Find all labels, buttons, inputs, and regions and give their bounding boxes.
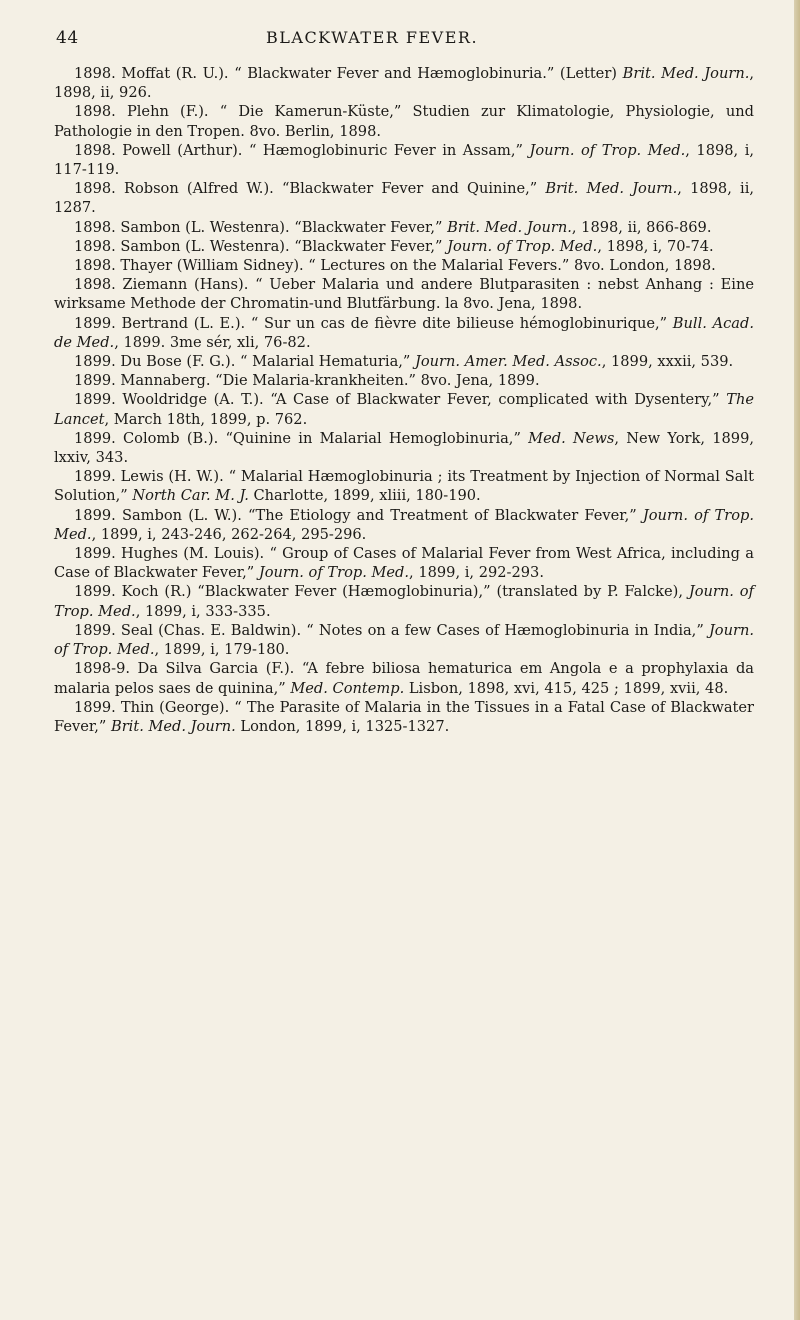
journal-title: Journ. of Trop. Med. xyxy=(529,141,686,159)
entry-text: 1898-9. Da Silva Garcia (F.). “A febre biliosa hematurica em Angola e a prophylaxia da malaria pelos saes de quinina,” xyxy=(54,660,754,697)
entry-text: 1899. Mannaberg. “Die Malaria-krankheiten.” 8vo. Jena, 1899. xyxy=(74,372,540,390)
journal-title: Med. News xyxy=(528,429,615,447)
bibliography-entry xyxy=(54,371,754,390)
entry-text: 1899. Lewis (H. W.). “ Malarial Hæmoglobinuria ; its Treatment by Injection of Normal Salt Solution,” xyxy=(54,468,754,505)
entry-text: 1898. Robson (Alfred W.). “Blackwater Fever and Quinine,” xyxy=(74,180,546,198)
entry-citation: , 1898, ii, 926. xyxy=(54,65,754,102)
entry-text: 1899. Koch (R.) “Blackwater Fever (Hæmoglobinuria),” (translated by P. Falcke), xyxy=(74,583,689,601)
bibliography-entry xyxy=(54,179,754,217)
bibliography-entry xyxy=(54,544,754,582)
bibliography-entry xyxy=(54,467,754,505)
entry-citation: , 1899. 3me sér, xli, 76-82. xyxy=(114,333,311,351)
page-number: 44 xyxy=(56,28,79,48)
entry-text: 1899. Colomb (B.). “Quinine in Malarial Hemoglobinuria,” xyxy=(74,429,529,447)
bibliography-entry xyxy=(54,218,754,237)
entry-citation: London, 1899, i, 1325-1327. xyxy=(235,717,450,735)
entry-citation: Lisbon, 1898, xvi, 415, 425 ; 1899, xvii, 48. xyxy=(404,679,729,697)
entry-citation: , 1899, i, 243-246, 262-264, 295-296. xyxy=(91,525,367,543)
bibliography-entry xyxy=(54,64,754,102)
journal-title: Journ. of Trop. Med. xyxy=(54,583,754,620)
entry-citation: , March 18th, 1899, p. 762. xyxy=(104,410,308,428)
journal-title: Bull. Acad. de Med. xyxy=(54,314,754,351)
entry-text: 1898. Sambon (L. Westenra). “Blackwater Fever,” xyxy=(74,218,448,236)
entry-text: 1898. Ziemann (Hans). “ Ueber Malaria und andere Blutparasiten : nebst Anhang : Eine wirksame Methode der Chromatin-und Blutfärbung. la 8vo. Jena, 1898. xyxy=(54,276,754,313)
entry-citation: , 1899, i, 333-335. xyxy=(135,602,271,620)
entry-citation: , 1899, xxxii, 539. xyxy=(601,353,734,371)
journal-title: Brit. Med. Journ. xyxy=(622,65,750,82)
entry-text: 1899. Bertrand (L. E.). “ Sur un cas de fièvre dite bilieuse hémoglobinurique,” xyxy=(74,314,673,332)
page-edge xyxy=(794,0,800,1320)
entry-text: 1899. Du Bose (F. G.). “ Malarial Hematuria,” xyxy=(74,353,416,371)
journal-title: The Lancet xyxy=(54,391,754,428)
bibliography-entry xyxy=(54,582,754,620)
bibliography-entry xyxy=(54,621,754,659)
entry-text: 1898. Moffat (R. U.). “ Blackwater Fever and Hæmoglobinuria.” (Letter) xyxy=(74,65,623,82)
running-head: BLACKWATER FEVER. xyxy=(266,28,479,47)
entry-text: 1899. Hughes (M. Louis). “ Group of Cases of Malarial Fever from West Africa, including a Case of Blackwater Fever,” xyxy=(54,545,754,582)
bibliography-entry xyxy=(54,698,754,736)
entry-text: 1898. Thayer (William Sidney). “ Lectures on the Malarial Fevers.” 8vo. London, 1898. xyxy=(74,257,716,275)
entry-text: 1899. Sambon (L. W.). “The Etiology and Treatment of Blackwater Fever,” xyxy=(74,506,643,524)
journal-title: Brit. Med. Journ. xyxy=(447,218,572,236)
entry-citation: , 1899, i, 179-180. xyxy=(154,641,290,659)
journal-title: Brit. Med. Journ. xyxy=(545,180,678,198)
journal-title: Journ. of Trop. Med. xyxy=(54,506,755,543)
entry-citation: , 1899, i, 292-293. xyxy=(409,564,544,582)
bibliography-entry xyxy=(54,314,754,352)
bibliography-entry xyxy=(54,256,754,275)
entry-text: 1898. Plehn (F.). “ Die Kamerun-Küste,” Studien zur Klimatologie, Physiologie, und Pathologie in den Tropen. 8vo. Berlin, 1898. xyxy=(54,103,754,140)
bibliography-entry xyxy=(54,275,754,313)
entry-citation: , 1898, ii, 1287. xyxy=(54,180,754,217)
entry-text: 1899. Thin (George). “ The Parasite of Malaria in the Tissues in a Fatal Case of Blackwater Fever,” xyxy=(54,698,754,735)
bibliography-entry xyxy=(54,390,754,428)
journal-title: Journ. of Trop. Med. xyxy=(54,621,754,659)
page-header xyxy=(56,28,756,58)
bibliography-entry xyxy=(54,102,754,140)
bibliography-entry xyxy=(54,352,754,371)
entry-text: 1899. Seal (Chas. E. Baldwin). “ Notes on a few Cases of Hæmoglobinuria in India,” xyxy=(74,621,709,639)
entry-citation: , 1898, i, 117-119. xyxy=(54,141,754,179)
entry-text: 1898. Powell (Arthur). “ Hæmoglobinuric Fever in Assam,” xyxy=(74,141,530,159)
entry-citation: Charlotte, 1899, xliii, 180-190. xyxy=(248,487,481,505)
entry-text: 1899. Wooldridge (A. T.). “A Case of Blackwater Fever, complicated with Dysentery,” xyxy=(74,391,727,409)
bibliography-entry xyxy=(54,237,754,256)
entry-citation: , 1898, i, 70-74. xyxy=(597,237,714,255)
bibliography-entry xyxy=(54,659,754,697)
journal-title: Journ. of Trop. Med. xyxy=(447,237,598,255)
journal-title: North Car. M. J. xyxy=(132,487,249,505)
entry-citation: , 1898, ii, 866-869. xyxy=(571,218,712,236)
bibliography-entry xyxy=(54,506,754,544)
entry-citation: , New York, 1899, lxxiv, 343. xyxy=(54,429,754,467)
bibliography-entry xyxy=(54,429,754,467)
bibliography-list xyxy=(54,64,754,736)
entry-text: 1898. Sambon (L. Westenra). “Blackwater Fever,” xyxy=(74,237,448,255)
journal-title: Journ. Amer. Med. Assoc. xyxy=(415,353,602,371)
journal-title: Med. Contemp. xyxy=(290,679,405,697)
bibliography-entry xyxy=(54,141,754,179)
journal-title: Journ. of Trop. Med. xyxy=(258,564,410,582)
journal-title: Brit. Med. Journ. xyxy=(110,717,236,735)
